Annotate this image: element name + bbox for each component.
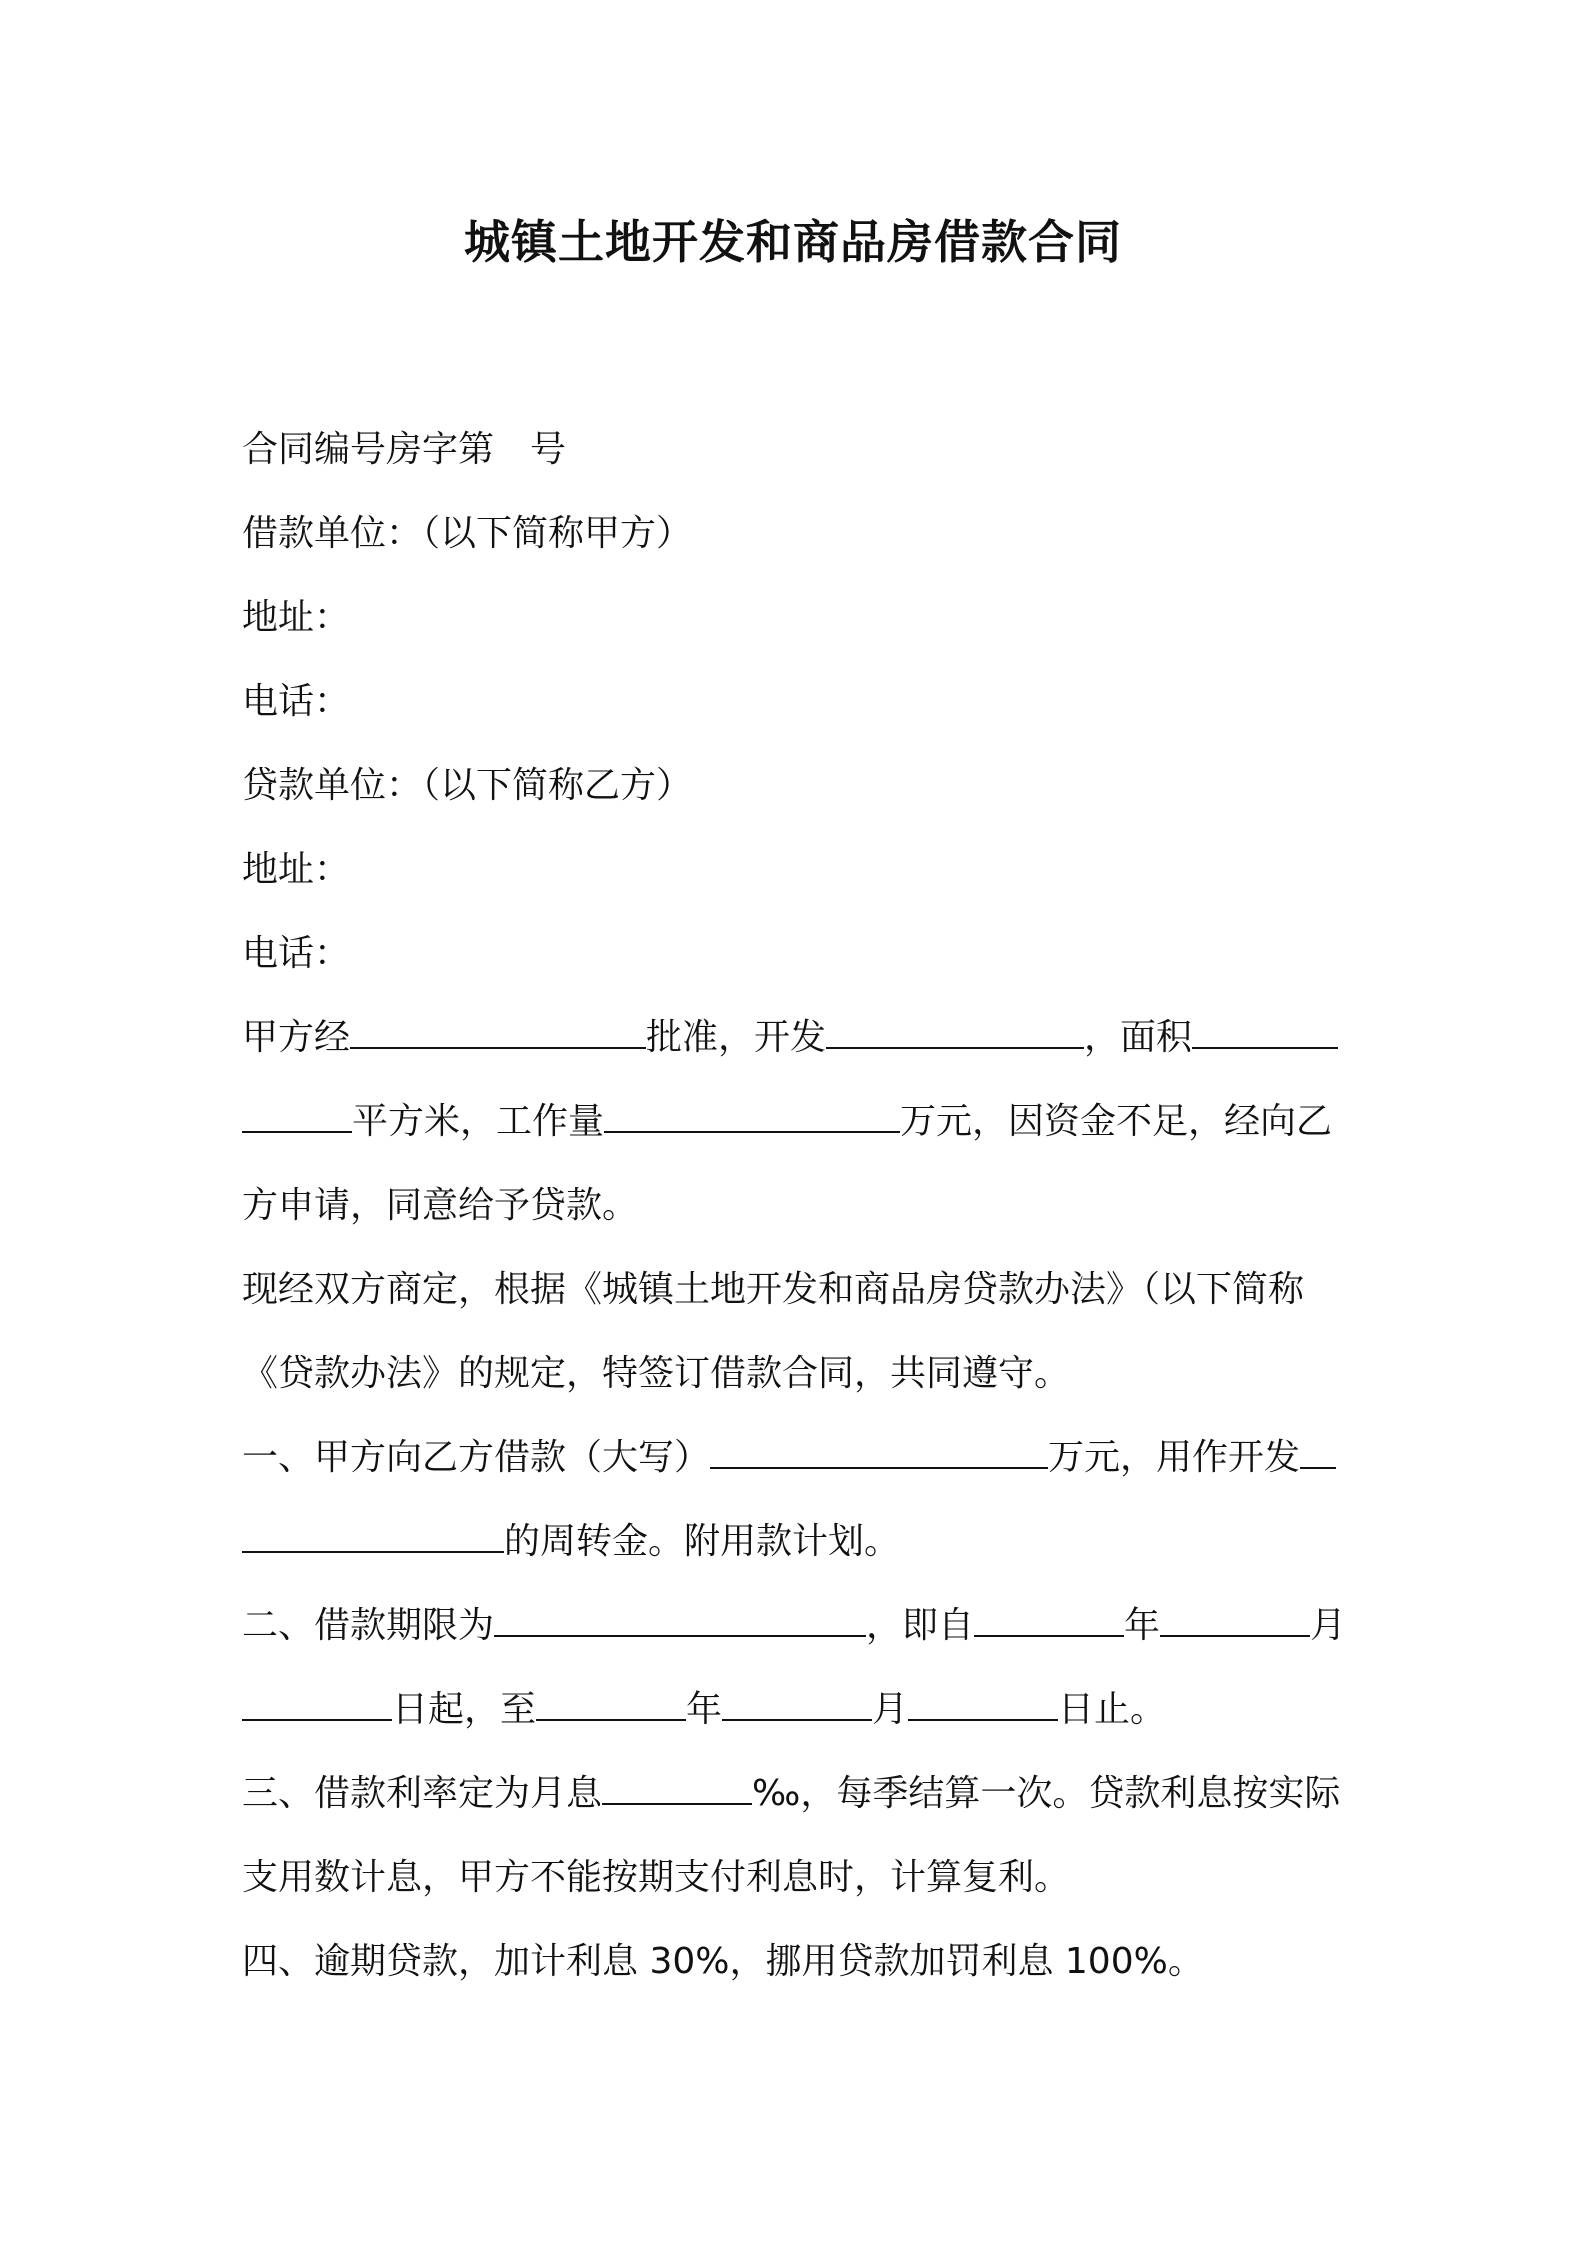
document-body [242, 408, 1362, 2004]
clause-text: ‰，每季结算一次。贷款利息按实际 [752, 1773, 1341, 1814]
start-day-blank [242, 1685, 392, 1721]
clause-text: 年 [686, 1689, 723, 1730]
clause-text: 万元，用作开发 [1048, 1437, 1301, 1478]
document-title: 城镇土地开发和商品房借款合同 [464, 215, 1122, 269]
clause-4-line-1: 四、逾期贷款，加计利息 30%，挪用贷款加罚利息 100%。 [242, 1941, 1204, 1982]
clause-2-line-2 [242, 1668, 1362, 1752]
clause-text: 日起，至 [392, 1689, 537, 1730]
workload-blank [604, 1097, 900, 1133]
lender-address-line: 地址： [242, 849, 351, 890]
loan-term-blank [494, 1601, 866, 1637]
loan-amount-blank [710, 1433, 1048, 1469]
clause-text: ，即自 [866, 1605, 975, 1646]
borrower-address-line: 地址： [242, 597, 351, 638]
clause-3-line-1 [242, 1752, 1362, 1836]
basis-paragraph-line-2: 《贷款办法》的规定，特签订借款合同，共同遵守。 [242, 1353, 1071, 1394]
intro-text: ，面积 [1084, 1017, 1193, 1058]
clause-text: 三、借款利率定为月息 [242, 1773, 603, 1814]
clause-text: 的周转金。附用款计划。 [504, 1521, 901, 1562]
interest-rate-blank [602, 1769, 752, 1805]
clause-text: 月 [1310, 1605, 1347, 1646]
intro-text: 甲方经 [242, 1017, 351, 1058]
clause-text: 月 [872, 1689, 909, 1730]
borrower-phone-line: 电话： [242, 681, 351, 722]
clause-2-line-1 [242, 1584, 1362, 1668]
area-blank-part2 [242, 1097, 352, 1133]
contract-number-line [242, 408, 1362, 492]
clause-text: 日止。 [1058, 1689, 1167, 1730]
development-project-blank [826, 1013, 1084, 1049]
lender-phone-line: 电话： [242, 933, 351, 974]
contract-number-prefix: 合同编号房字第 [242, 429, 495, 470]
approval-authority-blank [350, 1013, 646, 1049]
borrower-line: 借款单位：（以下简称甲方） [242, 513, 693, 554]
end-month-blank [722, 1685, 872, 1721]
clause-3-line-2: 支用数计息，甲方不能按期支付利息时，计算复利。 [242, 1857, 1071, 1898]
intro-paragraph-line-3: 方申请，同意给予贷款。 [242, 1185, 639, 1226]
contract-number-suffix: 号 [530, 429, 567, 470]
start-year-blank [974, 1601, 1124, 1637]
intro-paragraph-line-1 [242, 996, 1362, 1080]
area-blank-part1 [1192, 1013, 1338, 1049]
end-day-blank [908, 1685, 1058, 1721]
intro-text: 批准，开发 [646, 1017, 827, 1058]
clause-text: 年 [1124, 1605, 1161, 1646]
lender-line: 贷款单位：（以下简称乙方） [242, 765, 693, 806]
clause-1-line-1 [242, 1416, 1362, 1500]
clause-1-line-2 [242, 1500, 1362, 1584]
end-year-blank [536, 1685, 686, 1721]
intro-text: 平方米，工作量 [352, 1101, 605, 1142]
clause-text: 一、甲方向乙方借款（大写） [242, 1437, 711, 1478]
start-month-blank [1160, 1601, 1310, 1637]
purpose-blank-part1 [1300, 1433, 1336, 1469]
clause-text: 二、借款期限为 [242, 1605, 495, 1646]
intro-text: 万元，因资金不足，经向乙 [900, 1101, 1333, 1142]
basis-paragraph-line-1: 现经双方商定，根据《城镇土地开发和商品房贷款办法》（以下简称 [242, 1269, 1305, 1310]
intro-paragraph-line-2 [242, 1080, 1362, 1164]
purpose-blank-part2 [242, 1517, 504, 1553]
